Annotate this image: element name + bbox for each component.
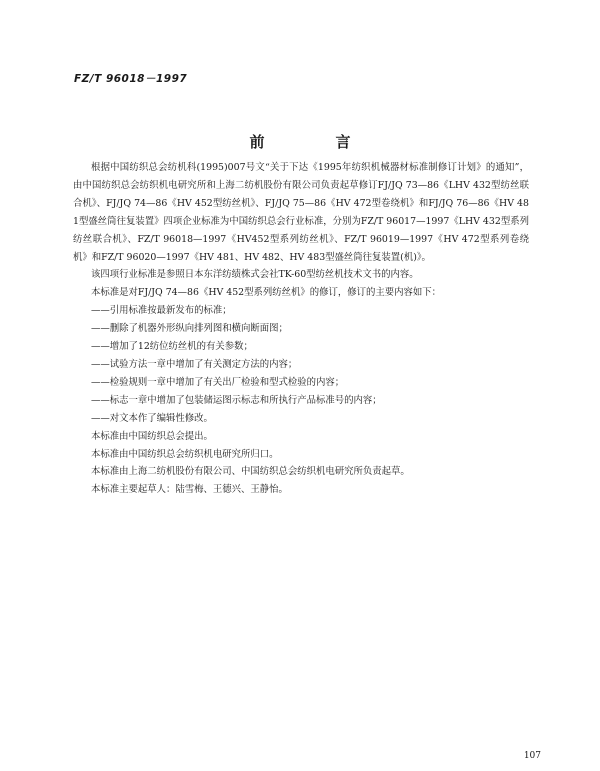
foreword-paragraph-centralizer: 本标准由中国纺织总会纺织机电研究所归口。 bbox=[91, 448, 279, 460]
page-number: 107 bbox=[523, 751, 541, 761]
revision-item: ——引用标准按最新发布的标准； bbox=[91, 305, 232, 317]
foreword-paragraph-revision-intro: 本标准是对FJ/JQ 74—86《HV 452型系列纺丝机》的修订，修订的主要内容如下： bbox=[91, 287, 442, 299]
revision-item: ——检验规则一章中增加了有关出厂检验和型式检验的内容； bbox=[91, 376, 345, 388]
foreword-paragraph-drafters: 本标准主要起草人：陆雪梅、王德兴、王静怡。 bbox=[91, 484, 288, 496]
foreword-paragraph-notice: 根据中国纺织总会纺机科(1995)007号文“关于下达《1995年纺织机械器材标准制修订计划》的通知”，由中国纺织总会纺织机电研究所和上海二纺机股份有限公司负责起草修订FJ/JQ 73—86《LHV 432型纺丝联合机》、FJ/JQ 74—86《HV 452型纺丝机》、FJ/JQ 75—86《HV 472型卷绕机》和FJ/JQ 76—86《HV 481型盛丝筒往复装置》四项企业标准为中国纺织总会行业标准，分别为FZ/T 96017—1997《LHV 432型系列纺丝联合机》、FZ/T 96018—1997《HV452型系列纺丝机》、FZ/T 96019—1997《HV 472型系列卷绕机》和FZ/T 96020—1997《HV 481、HV 482、HV 483型盛丝筒往复装置(机)》。 bbox=[73, 162, 529, 263]
foreword-paragraph-drafting-units: 本标准由上海二纺机股份有限公司、中国纺织总会纺织机电研究所负责起草。 bbox=[91, 466, 410, 478]
revision-item: ——删除了机器外形纵向排列图和横向断面图； bbox=[91, 323, 288, 335]
revision-item: ——试验方法一章中增加了有关测定方法的内容； bbox=[91, 358, 298, 370]
standard-code: FZ/T 96018－1997 bbox=[74, 73, 188, 85]
foreword-body bbox=[73, 159, 529, 499]
page-title: 前 言 bbox=[249, 133, 379, 151]
revision-item: ——对文本作了编辑性修改。 bbox=[91, 412, 213, 424]
foreword-paragraph-reference: 该四项行业标准是参照日本东洋纺绩株式会社TK-60型纺丝机技术文书的内容。 bbox=[91, 269, 419, 281]
foreword-paragraph-proposer: 本标准由中国纺织总会提出。 bbox=[91, 430, 213, 442]
revision-item: ——标志一章中增加了包装储运图示标志和所执行产品标准号的内容； bbox=[91, 394, 382, 406]
revision-item: ——增加了12纺位纺丝机的有关参数； bbox=[91, 341, 253, 353]
revision-list bbox=[73, 302, 529, 427]
